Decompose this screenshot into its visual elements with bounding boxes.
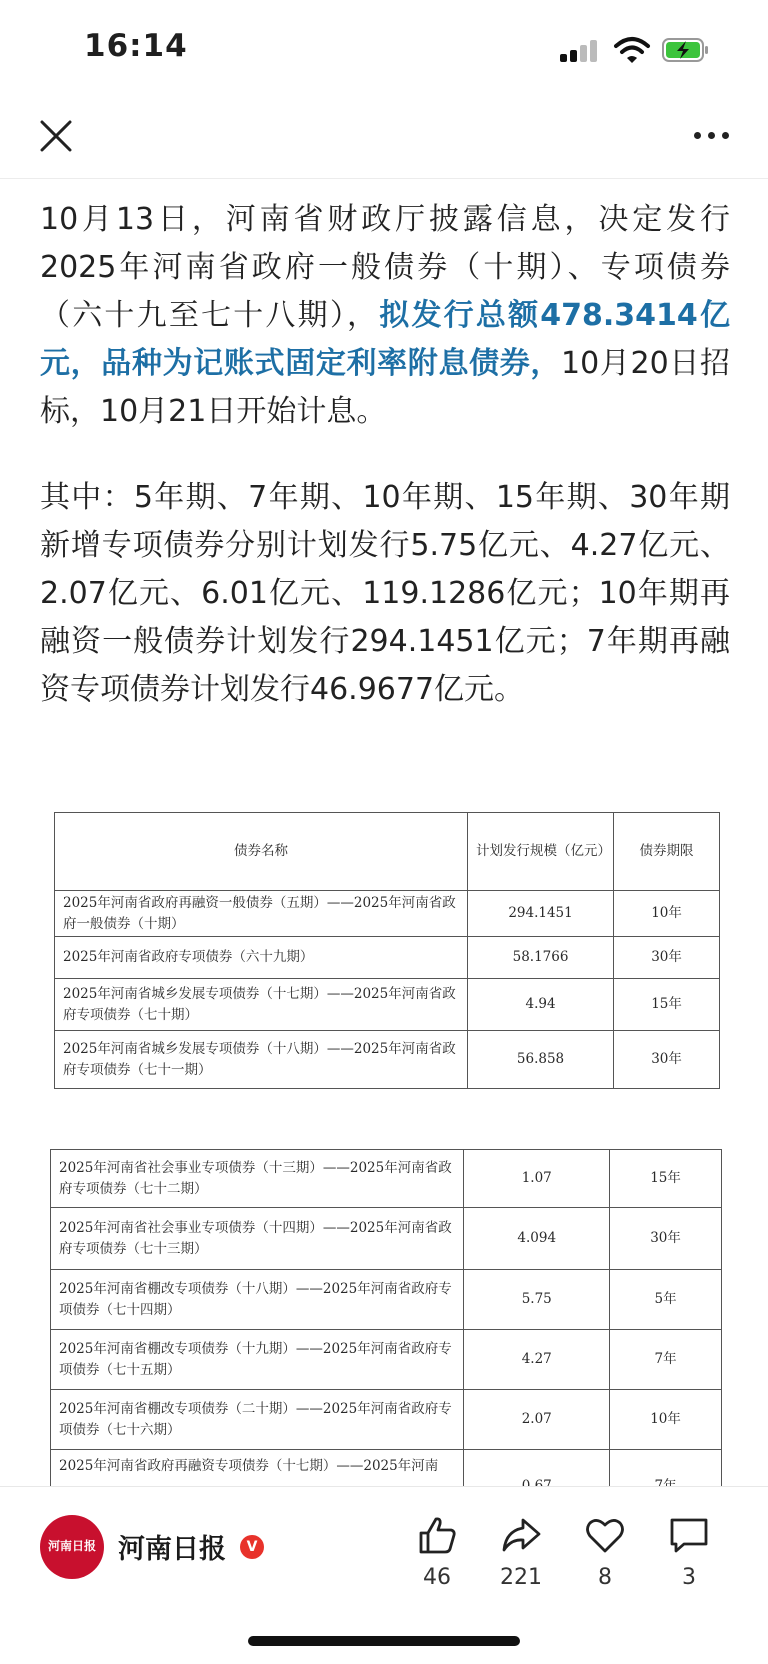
bond-name-cell: 2025年河南省政府再融资一般债券（五期）——2025年河南省政府一般债券（十期） <box>55 891 468 937</box>
issue-scale-cell: 4.94 <box>467 979 613 1031</box>
share-button[interactable] <box>486 1513 556 1603</box>
bond-name-cell: 2025年河南省城乡发展专项债券（十八期）——2025年河南省政府专项债券（七十一期） <box>55 1031 468 1089</box>
bond-term-cell: 7年 <box>610 1330 722 1390</box>
table-row <box>55 891 720 937</box>
bond-term-cell: 5年 <box>610 1270 722 1330</box>
table-row <box>55 1031 720 1089</box>
comment-button[interactable] <box>654 1513 724 1603</box>
comment-count: 3 <box>682 1565 696 1590</box>
more-icon[interactable] <box>690 124 734 148</box>
avatar-logo-text: 河南日报 <box>47 1539 96 1553</box>
bond-name-cell: 2025年河南省棚改专项债券（十九期）——2025年河南省政府专项债券（七十五期） <box>51 1330 464 1390</box>
bond-name-cell: 2025年河南省棚改专项债券（二十期）——2025年河南省政府专项债券（七十六期） <box>51 1390 464 1450</box>
bond-term-cell: 30年 <box>614 937 720 979</box>
table-row <box>51 1390 722 1450</box>
favorite-count: 8 <box>598 1565 612 1590</box>
bond-term-cell: 10年 <box>610 1390 722 1450</box>
paragraph-1-text-a: 10月13日，河南省财政厅披露信息，决定发行2025年河南省政府一般债券（十期）、专项债券（六十九至七十八期）， <box>40 202 730 333</box>
bond-term-cell: 15年 <box>610 1150 722 1208</box>
header-bond-term: 债券期限 <box>614 813 720 891</box>
account-name[interactable]: 河南日报 <box>118 1534 226 1565</box>
bond-name-cell: 2025年河南省社会事业专项债券（十四期）——2025年河南省政府专项债券（七十三期） <box>51 1208 464 1270</box>
issue-scale-cell: 4.27 <box>464 1330 610 1390</box>
header-bond-name: 债券名称 <box>55 813 468 891</box>
like-button[interactable] <box>402 1513 472 1603</box>
verified-badge-icon: V <box>240 1535 264 1559</box>
bottom-bar <box>0 1486 768 1664</box>
table-row <box>51 1330 722 1390</box>
like-icon <box>415 1513 459 1557</box>
issue-scale-cell: 56.858 <box>467 1031 613 1089</box>
like-count: 46 <box>423 1565 451 1590</box>
bond-name-cell: 2025年河南省政府再融资专项债券（十七期）——2025年河南 <box>51 1450 464 1508</box>
avatar[interactable] <box>40 1515 104 1579</box>
bond-name-cell: 2025年河南省社会事业专项债券（十三期）——2025年河南省政府专项债券（七十二期） <box>51 1150 464 1208</box>
issue-scale-cell: 4.094 <box>464 1208 610 1270</box>
issue-scale-cell: 1.07 <box>464 1150 610 1208</box>
heart-icon <box>583 1513 627 1557</box>
bond-table-2 <box>50 1149 722 1508</box>
nav-bar <box>0 100 768 179</box>
issue-scale-cell: 2.07 <box>464 1390 610 1450</box>
table-row <box>51 1270 722 1330</box>
paragraph-1-text-b: 10月20日招标，10月21日开始计息。 <box>40 346 730 429</box>
battery-icon <box>662 38 710 62</box>
status-bar <box>0 0 768 100</box>
highlight-text: 拟发行总额478.3414亿元，品种为记账式固定利率附息债券， <box>40 298 731 381</box>
bond-term-cell: 10年 <box>614 891 720 937</box>
bond-term-cell: 30年 <box>610 1208 722 1270</box>
issue-scale-cell: 294.1451 <box>467 891 613 937</box>
wifi-icon <box>614 36 650 64</box>
bond-name-cell: 2025年河南省城乡发展专项债券（十七期）——2025年河南省政府专项债券（七十期） <box>55 979 468 1031</box>
share-count: 221 <box>500 1565 542 1590</box>
bond-term-cell: 30年 <box>614 1031 720 1089</box>
issue-scale-cell: 58.1766 <box>467 937 613 979</box>
home-indicator[interactable] <box>248 1636 520 1646</box>
status-time: 16:14 <box>84 28 188 64</box>
article-paragraph-1 <box>40 196 730 436</box>
bond-term-cell: 15年 <box>614 979 720 1031</box>
close-icon[interactable] <box>36 116 76 156</box>
signal-icon <box>560 40 600 62</box>
favorite-button[interactable] <box>570 1513 640 1603</box>
header-issue-scale: 计划发行规模（亿元） <box>467 813 613 891</box>
table-row <box>51 1150 722 1208</box>
bond-name-cell: 2025年河南省棚改专项债券（十八期）——2025年河南省政府专项债券（七十四期） <box>51 1270 464 1330</box>
issue-scale-cell: 5.75 <box>464 1270 610 1330</box>
table-2-viewport <box>0 1140 768 1485</box>
article-paragraph-2: 其中：5年期、7年期、10年期、15年期、30年期新增专项债券分别计划发行5.75亿元、4.27亿元、2.07亿元、6.01亿元、119.1286亿元；10年期再融资一般债券计划发行294.1451亿元；7年期再融资专项债券计划发行46.9677亿元。 <box>40 480 730 707</box>
table-row <box>55 979 720 1031</box>
table-row <box>51 1208 722 1270</box>
table-row <box>55 937 720 979</box>
bond-table-1 <box>54 812 720 1089</box>
share-icon <box>499 1513 543 1557</box>
comment-icon <box>667 1513 711 1557</box>
bond-name-cell: 2025年河南省政府专项债券（六十九期） <box>55 937 468 979</box>
